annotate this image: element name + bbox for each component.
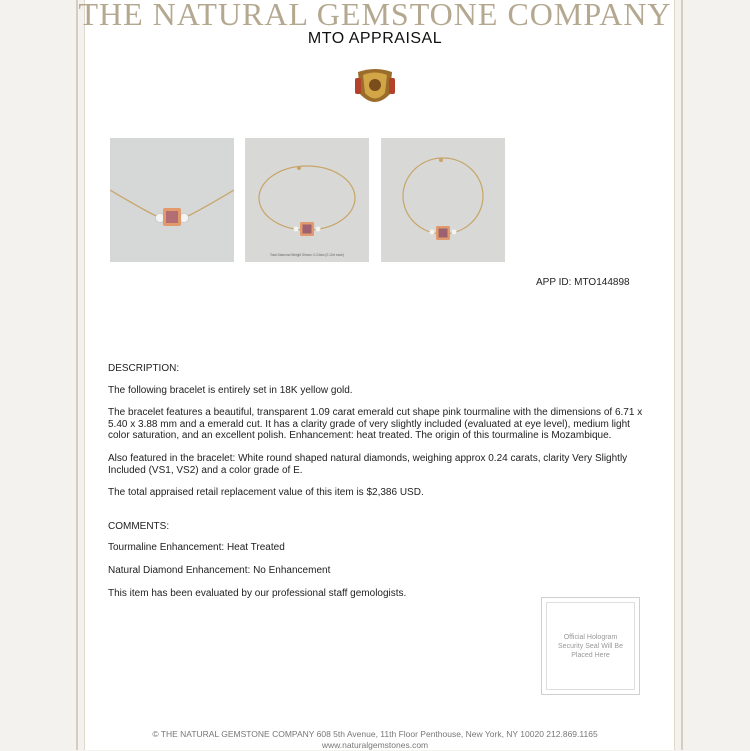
company-name: THE NATURAL GEMSTONE COMPANY: [78, 0, 672, 32]
photo-caption: Total Diamond Weight Shown: 0.24ctw (0.12ct each): [270, 253, 344, 257]
comments-heading: COMMENTS:: [108, 520, 170, 532]
description-paragraph: The following bracelet is entirely set in 18K yellow gold.: [108, 384, 353, 396]
company-crest-icon: [354, 66, 396, 110]
hologram-seal-placeholder: [541, 597, 640, 695]
footer-website-link[interactable]: www.naturalgemstones.com: [321, 740, 429, 750]
app-id: APP ID: MTO144898: [536, 277, 630, 288]
description-paragraph: The bracelet features a beautiful, transparent 1.09 carat emerald cut shape pink tourmaline with the dimensions of 6.71 x 5.40 x 3.88 mm and a emerald cut. It has a clarity grade of very slightly included (evaluated at eye level), medium light color saturation, and an excellent polish. Enhancement: heat treated. The origin of this tourmaline is Mozambique.: [108, 407, 643, 442]
footer: [0, 729, 750, 751]
comment-line: Natural Diamond Enhancement: No Enhancement: [108, 564, 331, 576]
bracelet-full-photo: [381, 138, 505, 262]
empty-photo-slot: [518, 138, 640, 262]
appraised-value: The total appraised retail replacement value of this item is $2,386 USD.: [108, 487, 424, 499]
description-heading: DESCRIPTION:: [108, 363, 180, 374]
description-paragraph: Also featured in the bracelet: White round shaped natural diamonds, weighing approx 0.24 carats, clarity Very Slightly Included (VS1, VS2) and a color grade of E.: [108, 452, 628, 476]
footer-address: © THE NATURAL GEMSTONE COMPANY 608 5th Avenue, 11th Floor Penthouse, New York, NY 10020 212.869.1165: [152, 729, 598, 739]
bracelet-closeup-photo: [110, 138, 234, 262]
comment-line: Tourmaline Enhancement: Heat Treated: [108, 542, 285, 554]
seal-text: Official Hologram Security Seal Will Be Placed Here: [558, 633, 623, 659]
comment-line: This item has been evaluated by our professional staff gemologists.: [108, 587, 407, 599]
appraisal-content: [108, 363, 648, 610]
document-title: MTO APPRAISAL: [307, 30, 443, 47]
bracelet-full-photo-with-caption: [245, 138, 369, 262]
